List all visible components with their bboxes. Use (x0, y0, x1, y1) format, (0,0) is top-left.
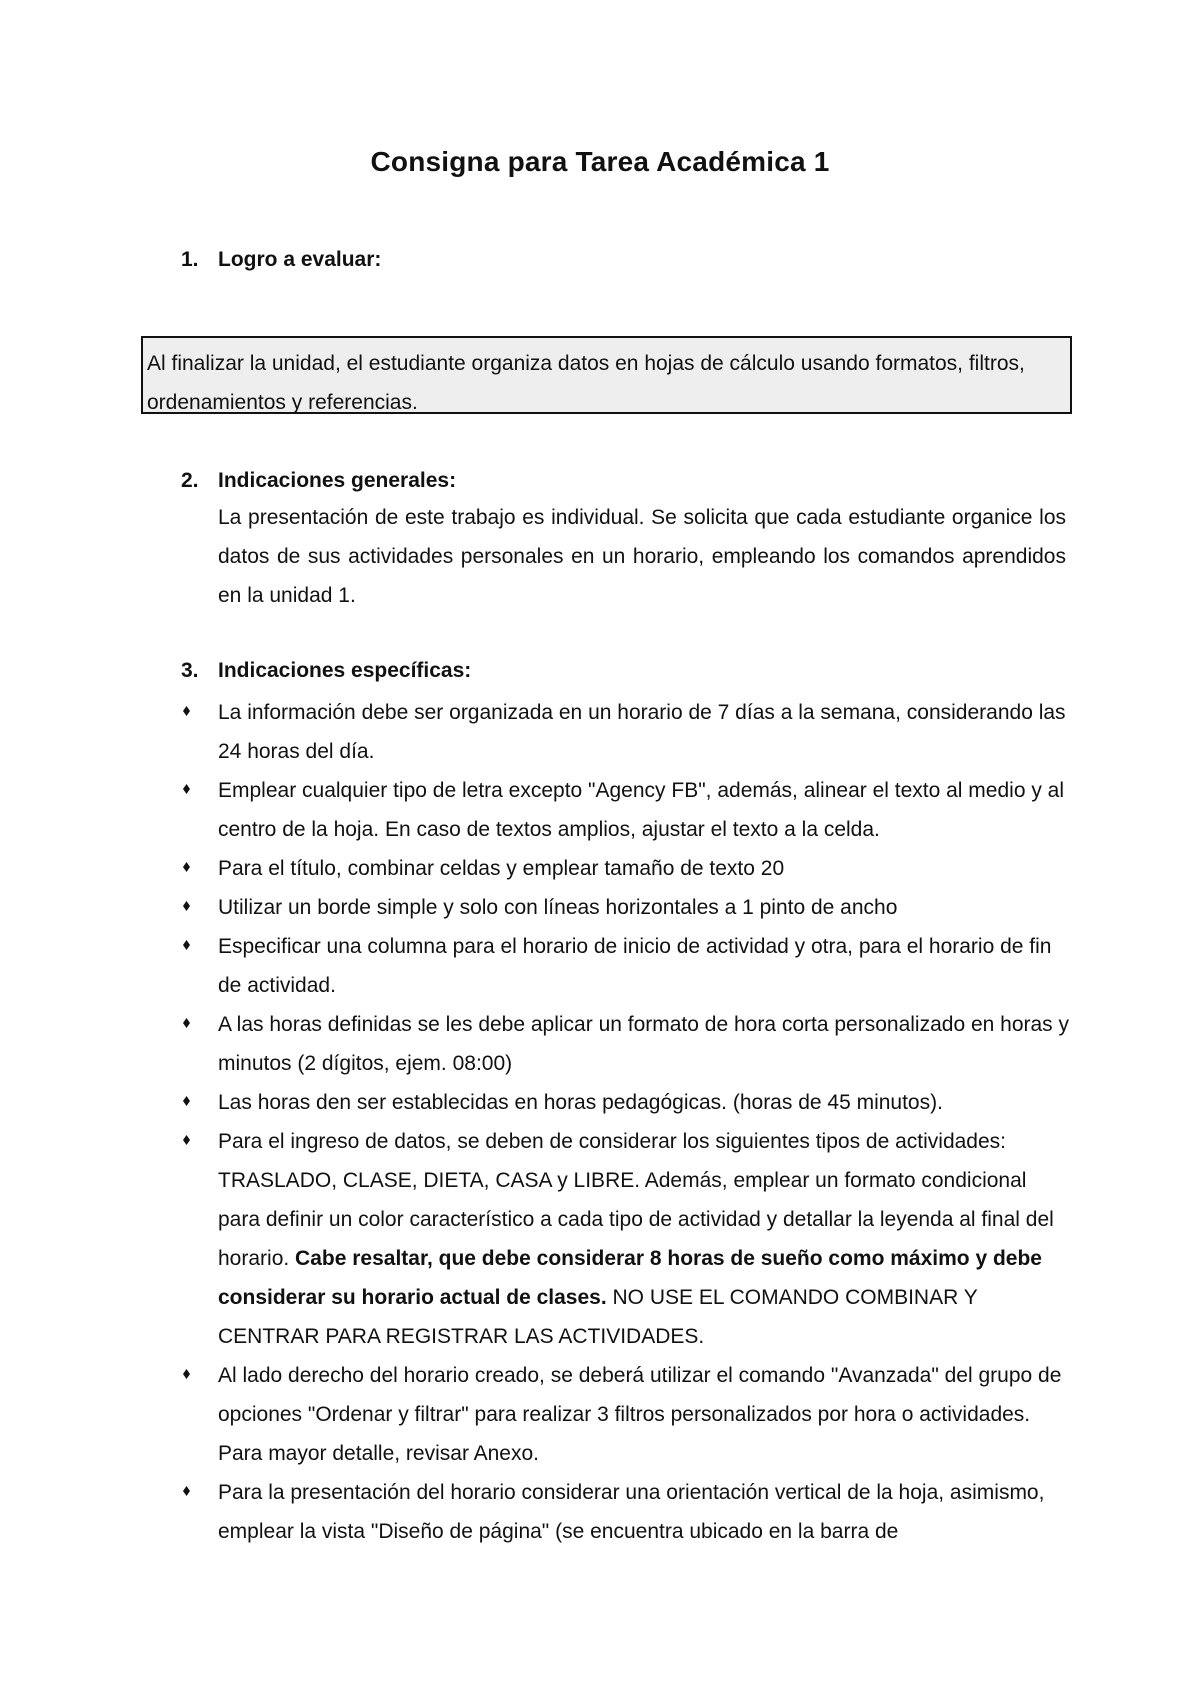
list-item: Al lado derecho del horario creado, se deberá utilizar el comando "Avanzada" del grupo de opciones "Ordenar y filtrar" para realizar 3 filtros personalizados por hora o actividades. Para mayor detalle, revisar Anexo. (181, 1356, 1069, 1473)
highlighted-warning: Cabe resaltar, que debe considerar 8 horas de sueño como máximo y debe considerar su horario actual de clases. (218, 1247, 1042, 1309)
document-title: Consigna para Tarea Académica 1 (370, 146, 830, 177)
list-item: La información debe ser organizada en un horario de 7 días a la semana, considerando las 24 horas del día. (181, 693, 1069, 771)
bullet-icon (183, 1486, 190, 1496)
list-item: A las horas definidas se les debe aplicar un formato de hora corta personalizado en horas y minutos (2 dígitos, ejem. 08:00) (181, 1005, 1069, 1083)
list-item: Especificar una columna para el horario de inicio de actividad y otra, para el horario de fin de actividad. (181, 927, 1069, 1005)
achievement-text: Al finalizar la unidad, el estudiante organiza datos en hojas de cálculo usando formatos, filtros, ordenamientos y referencias. (147, 352, 1025, 414)
bullet-icon (183, 1096, 190, 1106)
list-item: Utilizar un borde simple y solo con líneas horizontales a 1 pinto de ancho (181, 888, 1069, 927)
bullet-icon (183, 940, 190, 950)
list-item: Emplear cualquier tipo de letra excepto "Agency FB", además, alinear el texto al medio y al centro de la hoja. En caso de textos amplios, ajustar el texto a la celda. (181, 771, 1069, 849)
list-item: Las horas den ser establecidas en horas pedagógicas. (horas de 45 minutos). (181, 1083, 1069, 1122)
section-3-number: 3. (181, 659, 199, 682)
achievement-box (141, 336, 1072, 414)
bullet-icon (183, 706, 190, 716)
section-1-title: Logro a evaluar: (218, 248, 382, 271)
section-2-number: 2. (181, 469, 199, 492)
section-2-heading (181, 469, 456, 493)
bullet-icon (183, 1018, 190, 1028)
list-item: Para el título, combinar celdas y emplear tamaño de texto 20 (181, 849, 1069, 888)
section-1-heading (181, 248, 381, 272)
bullet-icon (183, 901, 190, 911)
bullet-icon (183, 1135, 190, 1145)
specific-instructions-list (181, 693, 1069, 1551)
section-2-title: Indicaciones generales: (218, 469, 457, 492)
section-3-heading (181, 659, 471, 683)
bullet-icon (183, 784, 190, 794)
general-instructions-text: La presentación de este trabajo es individual. Se solicita que cada estudiante organice los datos de sus actividades personales en un horario, empleando los comandos aprendidos en la unidad 1. (218, 506, 1066, 607)
list-item: Para el ingreso de datos, se deben de considerar los siguientes tipos de actividades: TRASLADO, CLASE, DIETA, CASA y LIBRE. Además, emplear un formato condicional para definir un color característico a cada tipo de actividad y detallar la leyenda al final del horario. Cabe resaltar, que debe considerar 8 horas de sueño como máximo y debe considerar su horario actual de clases. NO USE EL COMANDO COMBINAR Y CENTRAR PARA REGISTRAR LAS ACTIVIDADES. (181, 1122, 1069, 1356)
section-3-title: Indicaciones específicas: (218, 659, 472, 682)
bullet-icon (183, 1369, 190, 1379)
list-item: Para la presentación del horario considerar una orientación vertical de la hoja, asimismo, emplear la vista "Diseño de página" (se encuentra ubicado en la barra de (181, 1473, 1069, 1551)
section-1-number: 1. (181, 248, 199, 271)
bullet-icon (183, 862, 190, 872)
